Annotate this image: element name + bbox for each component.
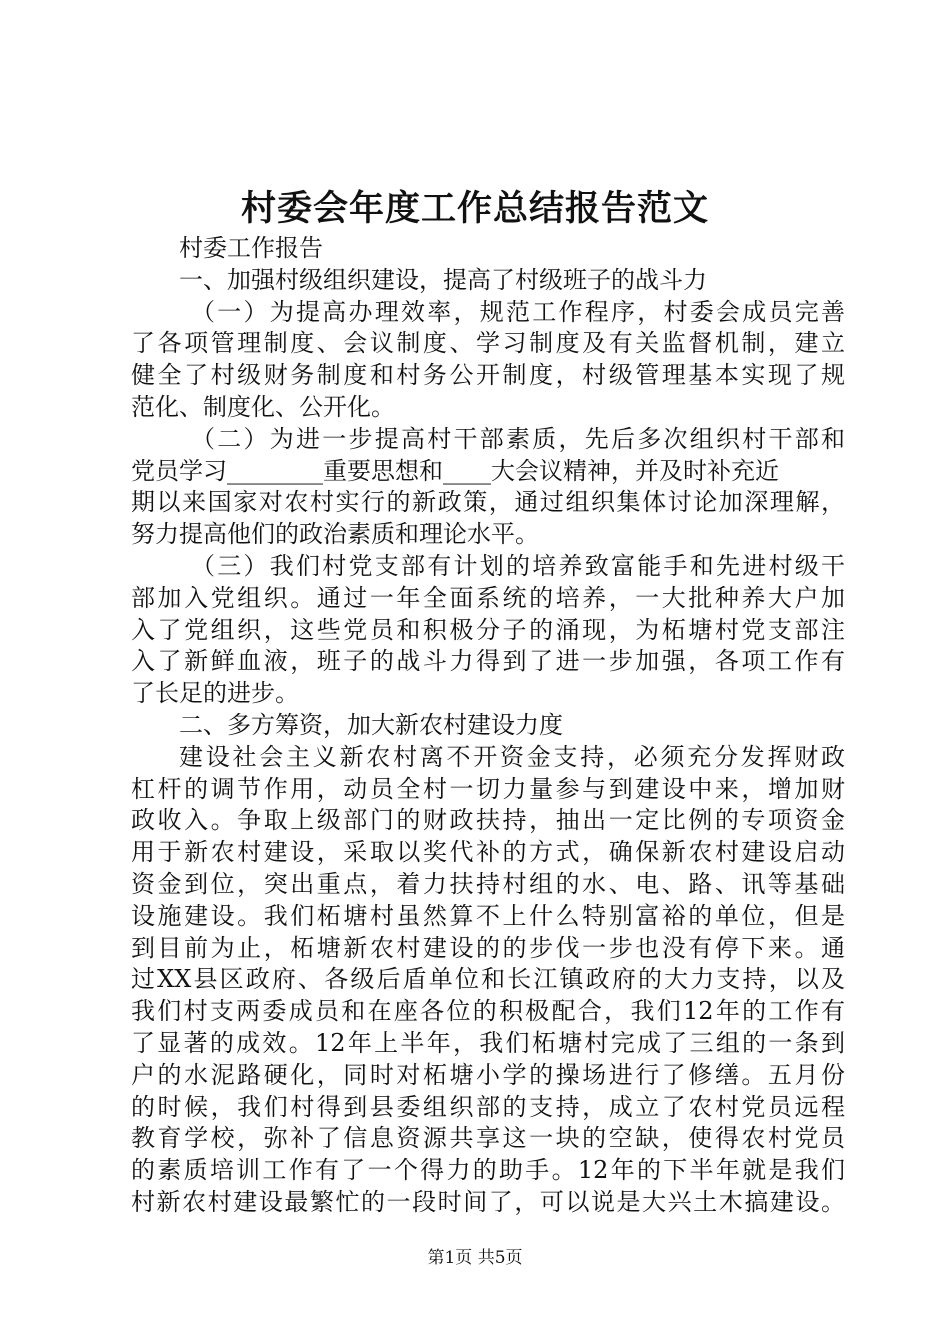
text-line: 杠杆的调节作用，动员全村一切力量参与到建设中来，增加财: [131, 774, 845, 803]
section-heading: 一、加强村级组织建设，提高了村级班子的战斗力: [179, 265, 707, 294]
page-footer: 第1页 共5页: [427, 1248, 523, 1268]
text-line: 入了新鲜血液，班子的战斗力得到了进一步加强，各项工作有: [131, 647, 845, 676]
text-line: 党员学习________重要思想和____大会议精神，并及时补充近: [131, 456, 779, 485]
text-line: 了各项管理制度、会议制度、学习制度及有关监督机制，建立: [131, 329, 845, 358]
text-line: 资金到位，突出重点，着力扶持村组的水、电、路、讯等基础: [131, 869, 845, 898]
text-line: 用于新农村建设，采取以奖代补的方式，确保新农村建设启动: [131, 838, 845, 867]
text-line: 期以来国家对农村实行的新政策，通过组织集体讨论加深理解，: [131, 488, 845, 517]
text-line: 设施建设。我们柘塘村虽然算不上什么特别富裕的单位，但是: [131, 901, 845, 930]
text-line: 过XX县区政府、各级后盾单位和长江镇政府的大力支持，以及: [131, 965, 845, 994]
document-body: [131, 233, 845, 1219]
text-line: 了显著的成效。12年上半年，我们柘塘村完成了三组的一条到: [131, 1028, 845, 1057]
text-line: 政收入。争取上级部门的财政扶持，抽出一定比例的专项资金: [131, 806, 845, 835]
text-line: 部加入党组织。通过一年全面系统的培养，一大批种养大户加: [131, 583, 845, 612]
text-line: 的时候，我们村得到县委组织部的支持，成立了农村党员远程: [131, 1092, 845, 1121]
text-line: 建设社会主义新农村离不开资金支持，必须充分发挥财政: [179, 742, 845, 771]
text-line: （二）为进一步提高村干部素质，先后多次组织村干部和: [191, 424, 845, 453]
text-line: 户的水泥路硬化，同时对柘塘小学的操场进行了修缮。五月份: [131, 1060, 845, 1089]
text-line: 村新农村建设最繁忙的一段时间了，可以说是大兴土木搞建设。: [131, 1187, 845, 1216]
text-line: 范化、制度化、公开化。: [131, 392, 395, 421]
text-line: 努力提高他们的政治素质和理论水平。: [131, 520, 539, 549]
text-line: 村委工作报告: [179, 234, 323, 262]
text-line: 我们村支两委成员和在座各位的积极配合，我们12年的工作有: [131, 997, 845, 1026]
text-line: （三）我们村党支部有计划的培养致富能手和先进村级干: [191, 551, 845, 580]
text-line: 到目前为止，柘塘新农村建设的的步伐一步也没有停下来。通: [131, 933, 845, 962]
text-line: 教育学校，弥补了信息资源共享这一块的空缺，使得农村党员: [131, 1124, 845, 1153]
text-line: 了长足的进步。: [131, 679, 299, 708]
document-title: 村委会年度工作总结报告范文: [240, 188, 709, 229]
text-line: 入了党组织，这些党员和积极分子的涌现，为柘塘村党支部注: [131, 615, 845, 644]
text-line: 健全了村级财务制度和村务公开制度，村级管理基本实现了规: [131, 361, 845, 390]
text-line: 的素质培训工作有了一个得力的助手。12年的下半年就是我们: [131, 1156, 845, 1185]
text-line: （一）为提高办理效率，规范工作程序，村委会成员完善: [191, 297, 845, 326]
section-heading: 二、多方筹资，加大新农村建设力度: [179, 710, 563, 739]
